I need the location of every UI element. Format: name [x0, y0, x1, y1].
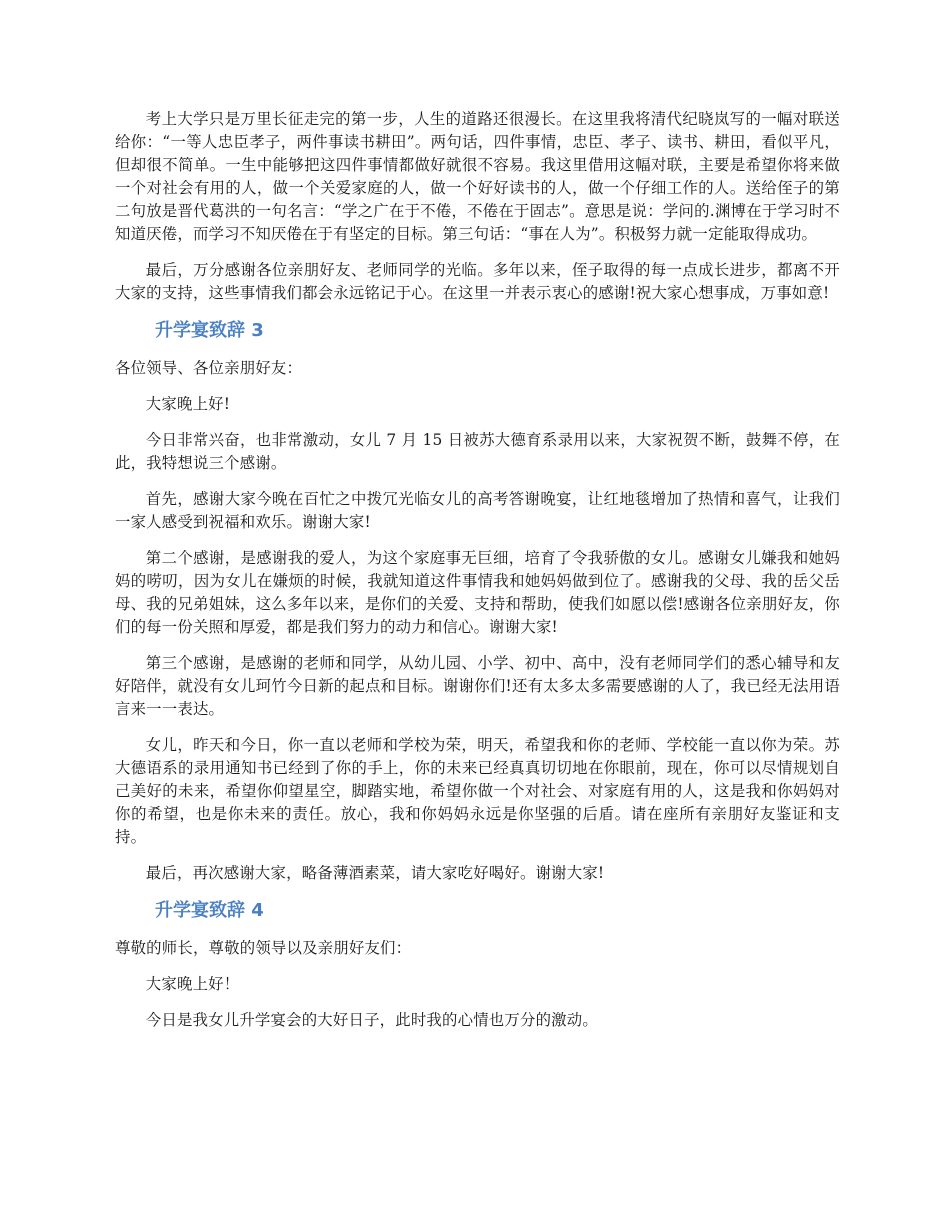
paragraph: 大家晚上好！	[145, 975, 240, 993]
salutation: 各位领导、各位亲朋好友：	[115, 359, 303, 377]
paragraph: 今日是我女儿升学宴会的大好日子，此时我的心情也万分的激动。	[145, 1011, 598, 1029]
section-heading: 升学宴致辞 3	[155, 320, 264, 341]
paragraph: 第二个感谢，是感谢我的爱人，为这个家庭事无巨细，培育了令我骄傲的女儿。感谢女儿嫌我和她妈妈的唠叨，因为女儿在嫌烦的时候，我就知道这件事情我和她妈妈做到位了。感谢我的父母、我的岳父岳母、我的兄弟姐妹，这么多年以来，是你们的关爱、支持和帮助，使我们如愿以偿!感谢各位亲朋好友，你们的每一份关照和厚爱，都是我们努力的动力和信心。谢谢大家!	[115, 549, 840, 636]
paragraph: 今日非常兴奋，也非常激动，女儿 7 月 15 日被苏大德育系录用以来，大家祝贺不断，鼓舞不停，在此，我特想说三个感谢。	[115, 431, 840, 472]
paragraph: 最后，再次感谢大家，略备薄酒素菜，请大家吃好喝好。谢谢大家!	[145, 864, 605, 882]
salutation: 尊敬的师长，尊敬的领导以及亲朋好友们：	[115, 939, 412, 957]
paragraph: 考上大学只是万里长征走完的第一步，人生的道路还很漫长。在这里我将清代纪晓岚写的一幅对联送给你：“一等人忠臣孝子，两件事读书耕田”。两句话，四件事情，忠臣、孝子、读书、耕田，看似平凡，但却很不简单。一生中能够把这四件事情都做好就很不容易。我这里借用这幅对联，主要是希望你将来做一个对社会有用的人，做一个关爱家庭的人，做一个好好读书的人，做一个仔细工作的人。送给侄子的第二句放是晋代葛洪的一句名言：“学之广在于不倦，不倦在于固志”。意思是说：学问的.渊博在于学习时不知道厌倦，而学习不知厌倦在于有坚定的目标。第三句话：“事在人为”。积极努力就一定能取得成功。	[115, 110, 840, 243]
paragraph: 女儿，昨天和今日，你一直以老师和学校为荣，明天，希望我和你的老师、学校能一直以你为荣。苏大德语系的录用通知书已经到了你的手上，你的未来已经真真切切地在你眼前，现在，你可以尽情规划自己美好的未来，希望你仰望星空，脚踏实地，希望你做一个对社会、对家庭有用的人，这是我和你妈妈对你的希望，也是你未来的责任。放心，我和你妈妈永远是你坚强的后盾。请在座所有亲朋好友鉴证和支持。	[115, 736, 840, 846]
paragraph: 第三个感谢，是感谢的老师和同学，从幼儿园、小学、初中、高中，没有老师同学们的悉心辅导和友好陪伴，就没有女儿珂竹今日新的起点和目标。谢谢你们!还有太多太多需要感谢的人了，我已经无法用语言来一一表达。	[115, 654, 840, 718]
section-heading: 升学宴致辞 4	[155, 900, 264, 921]
document-page	[115, 108, 840, 1045]
paragraph: 大家晚上好!	[145, 395, 231, 413]
paragraph: 最后，万分感谢各位亲朋好友、老师同学的光临。多年以来，侄子取得的每一点成长进步，都离不开大家的支持，这些事情我们都会永远铭记于心。在这里一并表示衷心的感谢!祝大家心想事成，万事如意!	[115, 261, 840, 302]
paragraph: 首先，感谢大家今晚在百忙之中拨冗光临女儿的高考答谢晚宴，让红地毯增加了热情和喜气，让我们一家人感受到祝福和欢乐。谢谢大家!	[115, 490, 840, 531]
